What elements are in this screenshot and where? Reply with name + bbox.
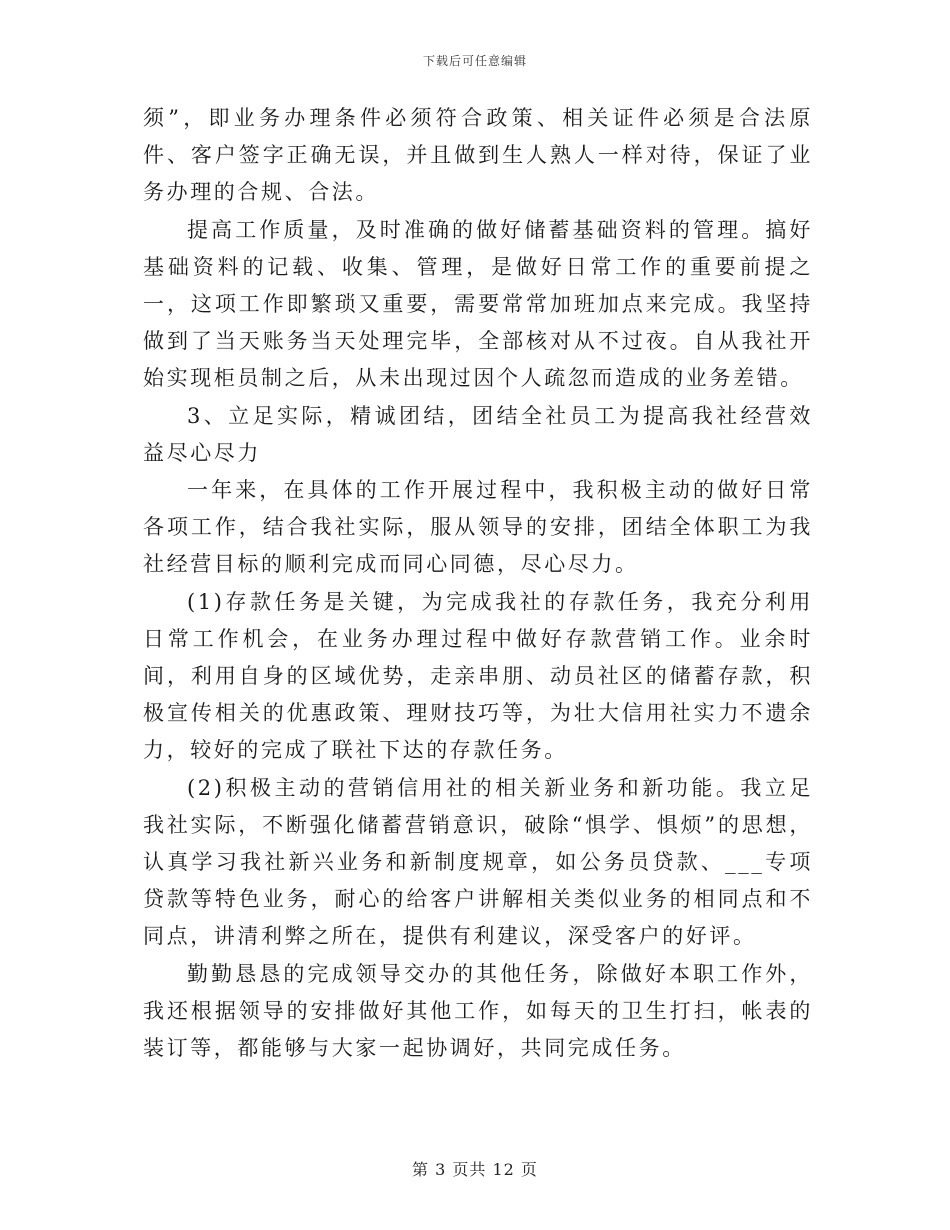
document-body bbox=[143, 100, 813, 1067]
paragraph-quality: 提高工作质量，及时准确的做好储蓄基础资料的管理。搞好基础资料的记载、收集、管理，是做好日常工作的重要前提之一，这项工作即繁琐又重要，需要常常加班加点来完成。我坚持做到了当天账务当天处理完毕，全部核对从不过夜。自从我社开始实现柜员制之后，从未出现过因个人疏忽而造成的业务差错。 bbox=[143, 217, 813, 391]
paragraph-new-business: (2)积极主动的营销信用社的相关新业务和新功能。我立足我社实际，不断强化储蓄营销意识，破除“惧学、惧烦”的思想，认真学习我社新兴业务和新制度规章，如公务员贷款、___专项贷款等特色业务，耐心的给客户讲解相关类似业务的相同点和不同点，讲清利弊之所在，提供有利建议，深受客户的好评。 bbox=[143, 775, 813, 949]
paragraph-other-tasks: 勤勤恳恳的完成领导交办的其他任务，除做好本职工作外，我还根据领导的安排做好其他工作，如每天的卫生打扫，帐表的装订等，都能够与大家一起协调好，共同完成任务。 bbox=[143, 961, 813, 1061]
section-heading-3: 3、立足实际，精诚团结，团结全社员工为提高我社经营效益尽心尽力 bbox=[143, 403, 813, 465]
paragraph-year-review: 一年来，在具体的工作开展过程中，我积极主动的做好日常各项工作，结合我社实际，服从领导的安排，团结全体职工为我社经营目标的顺利完成而同心同德，尽心尽力。 bbox=[143, 478, 813, 577]
page-number: 第 3 页共 12 页 bbox=[412, 1160, 538, 1179]
paragraph-continuation: 须”，即业务办理条件必须符合政策、相关证件必须是合法原件、客户签字正确无误，并且做到生人熟人一样对待，保证了业务办理的合规、合法。 bbox=[143, 106, 813, 205]
paragraph-deposit-task: (1)存款任务是关键，为完成我社的存款任务，我充分利用日常工作机会，在业务办理过程中做好存款营销工作。业余时间，利用自身的区域优势，走亲串朋、动员社区的储蓄存款，积极宣传相关的优惠政策、理财技巧等，为壮大信用社实力不遗余力，较好的完成了联社下达的存款任务。 bbox=[143, 589, 813, 763]
page-header: 下载后可任意编辑 bbox=[422, 54, 527, 68]
